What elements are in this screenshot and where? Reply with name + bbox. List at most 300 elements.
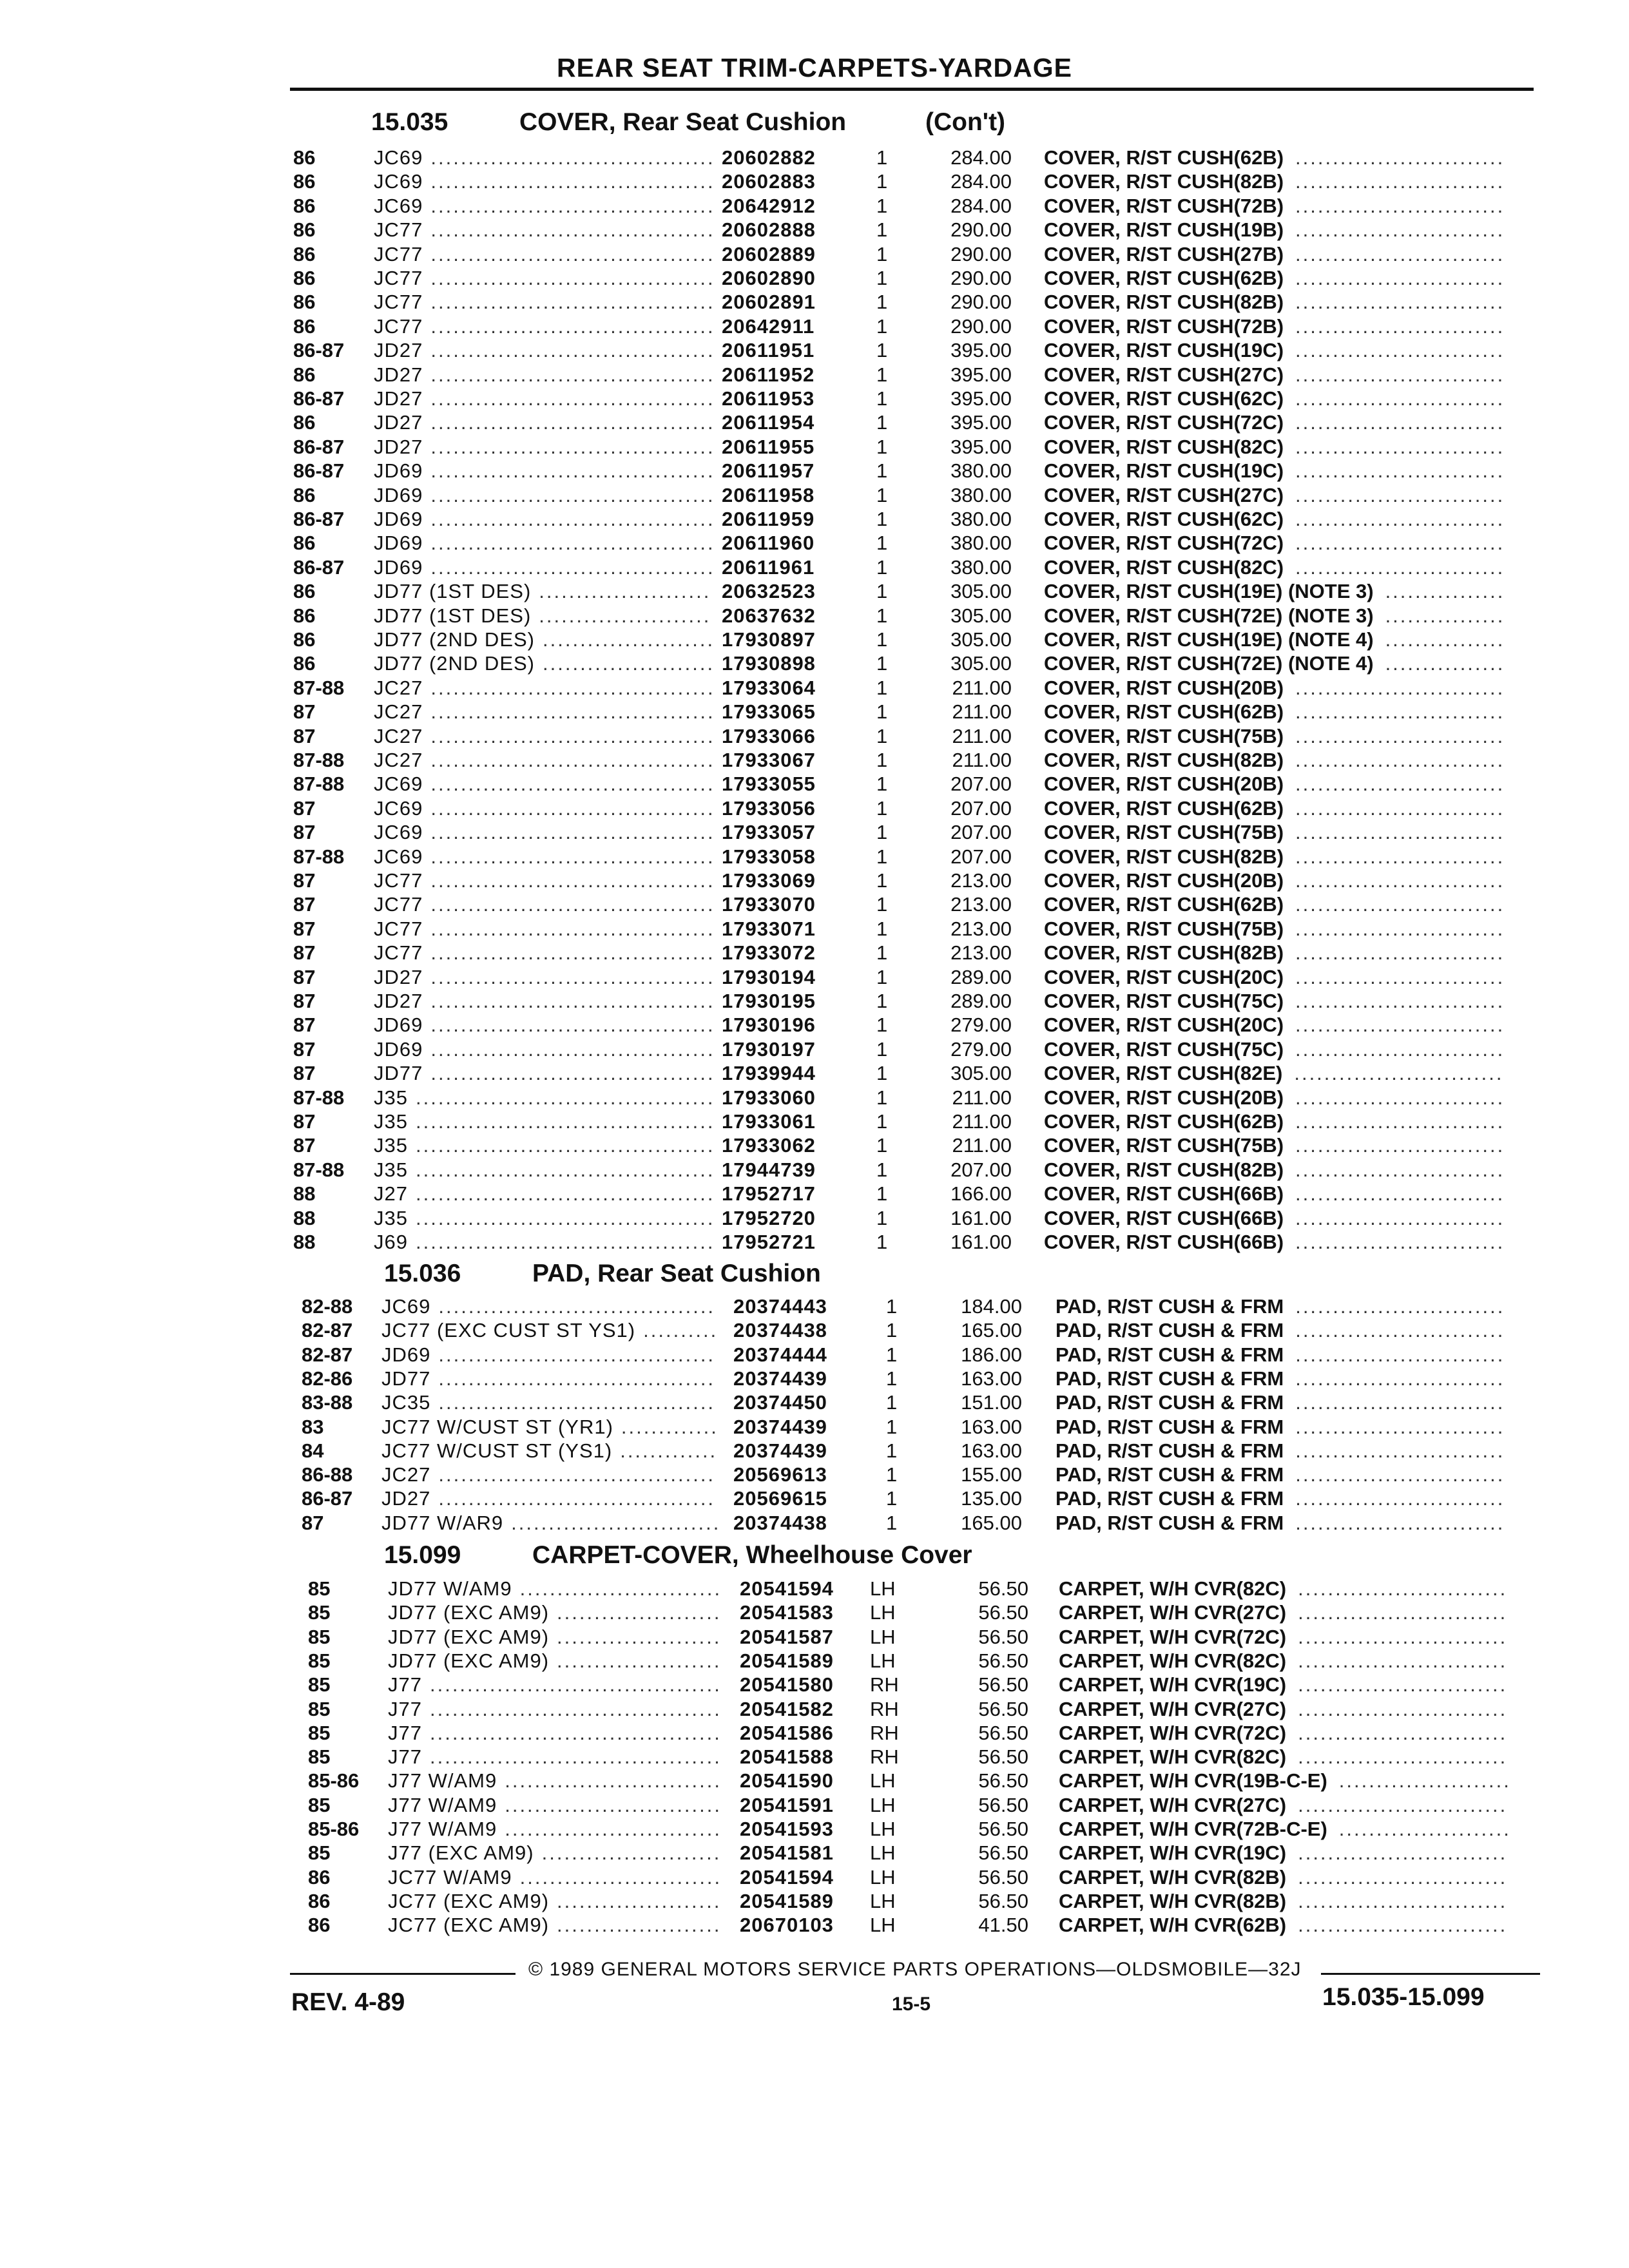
leader-dots: ..................................... <box>438 1391 716 1414</box>
leader-dots: ............................ <box>1295 677 1505 699</box>
leader-dots: ............................ <box>1295 821 1505 843</box>
body-style: JD77 (EXC AM9) <box>388 1649 550 1672</box>
leader-dots: ............................ <box>1295 339 1505 361</box>
part-number: 20611951 <box>722 339 815 361</box>
section-name: COVER, Rear Seat Cushion <box>519 108 847 136</box>
leader-dots: ............................ <box>1298 1841 1508 1864</box>
part-description: COVER, R/ST CUSH(72C) <box>1044 532 1284 554</box>
table-row <box>308 1625 1511 1649</box>
part-number: 20374438 <box>733 1512 827 1534</box>
part-number: 20602883 <box>722 170 816 193</box>
leader-dots: ............................ <box>1295 1086 1505 1109</box>
quantity: RH <box>870 1698 899 1720</box>
list-price: 279.00 <box>950 1014 1012 1036</box>
part-number: 17933065 <box>722 700 816 723</box>
model-year: 87 <box>293 797 316 820</box>
table-row <box>293 218 1511 242</box>
table-row <box>293 507 1511 531</box>
list-price: 163.00 <box>961 1439 1022 1462</box>
table-row <box>308 1793 1511 1817</box>
quantity: 1 <box>876 436 888 458</box>
leader-dots: ...................................... <box>430 459 715 482</box>
leader-dots: ............................ <box>1295 195 1505 217</box>
quantity: 1 <box>886 1487 898 1510</box>
part-number: 17933056 <box>722 797 816 820</box>
body-style: JC69 <box>374 821 423 843</box>
quantity: 1 <box>876 990 888 1012</box>
list-price: 305.00 <box>950 1062 1012 1084</box>
quantity: 1 <box>876 845 888 868</box>
leader-dots: ...................................... <box>430 387 715 410</box>
list-price: 207.00 <box>950 797 1012 820</box>
body-style: J35 <box>374 1158 408 1181</box>
model-year: 86 <box>293 411 316 434</box>
part-description: COVER, R/ST CUSH(19C) <box>1044 459 1284 482</box>
section-number: 15.035 <box>371 108 448 136</box>
list-price: 284.00 <box>950 170 1012 193</box>
body-style: JD69 <box>374 459 423 482</box>
quantity: 1 <box>876 363 888 386</box>
leader-dots: ............................ <box>1295 363 1505 386</box>
list-price: 284.00 <box>950 146 1012 169</box>
leader-dots: ...................................... <box>430 966 715 988</box>
leader-dots: ........................................ <box>415 1134 715 1157</box>
leader-dots: ............................ <box>1295 1231 1505 1253</box>
leader-dots: ...................................... <box>430 725 715 747</box>
part-description: CARPET, W/H CVR(27C) <box>1059 1601 1287 1624</box>
part-description: COVER, R/ST CUSH(66B) <box>1044 1231 1284 1253</box>
footer-rule-right <box>1321 1973 1540 1975</box>
body-style: JD77 W/AM9 <box>388 1577 512 1600</box>
list-price: 56.50 <box>978 1649 1028 1672</box>
part-description: COVER, R/ST CUSH(72C) <box>1044 411 1284 434</box>
table-row <box>293 845 1511 869</box>
model-year: 86-87 <box>293 459 345 482</box>
model-year: 87 <box>293 893 316 916</box>
leader-dots: ............................ <box>1295 1512 1505 1534</box>
list-price: 166.00 <box>950 1182 1012 1205</box>
body-style: JC27 <box>374 677 423 699</box>
leader-dots: ............................ <box>1295 170 1505 193</box>
leader-dots: ............................ <box>1295 1391 1505 1414</box>
part-number: 20670103 <box>740 1914 834 1936</box>
list-price: 213.00 <box>950 941 1012 964</box>
quantity: 1 <box>876 1231 888 1253</box>
body-style: JC27 <box>381 1463 431 1486</box>
leader-dots: ...................................... <box>430 218 715 241</box>
leader-dots: ............................ <box>1294 1062 1504 1084</box>
body-style: JD27 <box>374 387 423 410</box>
part-description: PAD, R/ST CUSH & FRM <box>1055 1343 1284 1366</box>
part-description: CARPET, W/H CVR(72C) <box>1059 1722 1287 1744</box>
part-description: CARPET, W/H CVR(82C) <box>1059 1577 1287 1600</box>
leader-dots: ............................ <box>1295 893 1505 916</box>
model-year: 86-87 <box>302 1487 353 1510</box>
part-description: PAD, R/ST CUSH & FRM <box>1055 1463 1284 1486</box>
part-description: CARPET, W/H CVR(19C) <box>1059 1673 1287 1696</box>
part-number: 17933069 <box>722 869 816 892</box>
part-number: 20374443 <box>733 1295 827 1318</box>
list-price: 56.50 <box>978 1818 1028 1840</box>
list-price: 41.50 <box>978 1914 1028 1936</box>
leader-dots: ...................................... <box>430 411 715 434</box>
part-description: COVER, R/ST CUSH(82B) <box>1044 170 1284 193</box>
part-number: 20602882 <box>722 146 816 169</box>
list-price: 284.00 <box>950 195 1012 217</box>
part-number: 20611954 <box>722 411 815 434</box>
leader-dots: ........................... <box>519 1577 722 1600</box>
part-number: 17933058 <box>722 845 816 868</box>
model-year: 87 <box>293 869 316 892</box>
model-year: 86 <box>293 195 316 217</box>
leader-dots: ...................................... <box>430 267 715 289</box>
table-row <box>308 1745 1511 1769</box>
quantity: 1 <box>876 1207 888 1229</box>
leader-dots: ...................................... <box>430 700 715 723</box>
model-year: 86 <box>308 1914 331 1936</box>
body-style: JC77 (EXC AM9) <box>388 1890 550 1912</box>
body-style: JC69 <box>381 1295 431 1318</box>
part-description: PAD, R/ST CUSH & FRM <box>1055 1367 1284 1390</box>
part-description: COVER, R/ST CUSH(82B) <box>1044 845 1284 868</box>
list-price: 165.00 <box>961 1512 1022 1534</box>
list-price: 56.50 <box>978 1722 1028 1744</box>
leader-dots: ............................ <box>1295 918 1505 940</box>
model-year: 87 <box>293 700 316 723</box>
model-year: 85 <box>308 1794 331 1816</box>
quantity: 1 <box>876 725 888 747</box>
model-year: 87 <box>293 1062 316 1084</box>
model-year: 87-88 <box>293 845 345 868</box>
model-year: 87 <box>293 821 316 843</box>
leader-dots: ...................................... <box>430 869 715 892</box>
model-year: 88 <box>293 1231 316 1253</box>
leader-dots: ............................ <box>1295 1207 1505 1229</box>
part-description: CARPET, W/H CVR(62B) <box>1059 1914 1287 1936</box>
part-description: COVER, R/ST CUSH(82B) <box>1044 291 1284 313</box>
body-style: JD77 (2ND DES) <box>374 628 535 651</box>
model-year: 82-88 <box>302 1295 353 1318</box>
table-row <box>293 1086 1511 1110</box>
quantity: 1 <box>876 749 888 771</box>
leader-dots: ............................ <box>1295 146 1505 169</box>
quantity: 1 <box>876 1086 888 1109</box>
model-year: 85 <box>308 1722 331 1744</box>
leader-dots: ........................................ <box>415 1182 715 1205</box>
quantity: LH <box>870 1626 896 1648</box>
leader-dots: ....................................... <box>429 1722 722 1744</box>
part-number: 17933061 <box>722 1110 816 1133</box>
leader-dots: ....................... <box>1338 1818 1511 1840</box>
part-number: 20541590 <box>740 1769 834 1792</box>
leader-dots: ...................................... <box>430 339 715 361</box>
section-heading <box>384 1541 1157 1571</box>
body-style: JC27 <box>374 749 423 771</box>
table-row <box>308 1673 1511 1696</box>
table-row <box>293 1110 1511 1133</box>
part-description: PAD, R/ST CUSH & FRM <box>1055 1391 1284 1414</box>
leader-dots: ............................ <box>1295 243 1505 265</box>
body-style: JD69 <box>374 508 423 530</box>
leader-dots: ............................ <box>1295 1295 1505 1318</box>
quantity: LH <box>870 1649 896 1672</box>
part-description: COVER, R/ST CUSH(75C) <box>1044 1038 1284 1061</box>
quantity: 1 <box>876 628 888 651</box>
part-number: 20374439 <box>733 1439 827 1462</box>
model-year: 86 <box>293 484 316 506</box>
quantity: 1 <box>876 411 888 434</box>
quantity: LH <box>870 1601 896 1624</box>
quantity: LH <box>870 1841 896 1864</box>
body-style: J35 <box>374 1207 408 1229</box>
table-row <box>308 1600 1511 1624</box>
list-price: 289.00 <box>950 990 1012 1012</box>
part-number: 17944739 <box>722 1158 816 1181</box>
table-row <box>308 1865 1511 1889</box>
body-style: J77 <box>388 1722 422 1744</box>
list-price: 56.50 <box>978 1577 1028 1600</box>
table-row <box>293 579 1511 603</box>
leader-dots: ............................ <box>1295 484 1505 506</box>
part-description: COVER, R/ST CUSH(20B) <box>1044 1086 1284 1109</box>
leader-dots: ..................................... <box>438 1487 716 1510</box>
part-number: 17933060 <box>722 1086 816 1109</box>
part-number: 20602889 <box>722 243 816 265</box>
leader-dots: ............................ <box>1295 1463 1505 1486</box>
list-price: 155.00 <box>961 1463 1022 1486</box>
body-style: JC77 (EXC AM9) <box>388 1914 550 1936</box>
table-row <box>293 459 1511 483</box>
model-year: 85-86 <box>308 1818 360 1840</box>
part-description: COVER, R/ST CUSH(19C) <box>1044 339 1284 361</box>
leader-dots: ...................................... <box>430 1062 715 1084</box>
model-year: 86-87 <box>293 387 345 410</box>
footer-rule-left <box>290 1973 516 1975</box>
table-row <box>293 965 1511 989</box>
quantity: 1 <box>876 1182 888 1205</box>
leader-dots: ...................................... <box>430 845 715 868</box>
body-style: JD69 <box>374 532 423 554</box>
quantity: 1 <box>876 315 888 338</box>
leader-dots: ............................ <box>1295 1343 1505 1366</box>
model-year: 85 <box>308 1577 331 1600</box>
section-number: 15.099 <box>384 1541 461 1569</box>
body-style: J77 (EXC AM9) <box>388 1841 534 1864</box>
model-year: 87 <box>293 1038 316 1061</box>
leader-dots: ............................ <box>1298 1722 1508 1744</box>
leader-dots: ....................... <box>543 628 715 651</box>
table-row <box>293 820 1511 844</box>
table-row <box>293 628 1511 651</box>
leader-dots: ...................................... <box>430 677 715 699</box>
part-number: 20541594 <box>740 1577 834 1600</box>
leader-dots: ...................................... <box>430 893 715 916</box>
quantity: 1 <box>876 869 888 892</box>
body-style: JD77 W/AR9 <box>381 1512 504 1534</box>
body-style: JC27 <box>374 700 423 723</box>
body-style: JC77 <box>374 291 423 313</box>
model-year: 86-87 <box>293 436 345 458</box>
list-price: 213.00 <box>950 918 1012 940</box>
model-year: 86 <box>293 628 316 651</box>
body-style: JD27 <box>374 411 423 434</box>
table-row <box>293 1230 1511 1254</box>
section-name: PAD, Rear Seat Cushion <box>532 1260 821 1287</box>
body-style: J69 <box>374 1231 408 1253</box>
part-description: CARPET, W/H CVR(72B-C-E) <box>1059 1818 1327 1840</box>
list-price: 56.50 <box>978 1794 1028 1816</box>
table-row <box>302 1390 1511 1414</box>
leader-dots: ............................ <box>1295 291 1505 313</box>
quantity: LH <box>870 1769 896 1792</box>
quantity: 1 <box>876 195 888 217</box>
continued-label: (Con't) <box>925 108 1006 136</box>
leader-dots: ............................ <box>1298 1626 1508 1648</box>
list-price: 395.00 <box>950 411 1012 434</box>
part-number: 17930196 <box>722 1014 816 1036</box>
list-price: 290.00 <box>950 243 1012 265</box>
list-price: 380.00 <box>950 484 1012 506</box>
revision-label: REV. 4-89 <box>291 1988 405 2016</box>
leader-dots: ........................................ <box>415 1158 715 1181</box>
model-year: 87 <box>293 725 316 747</box>
leader-dots: ...................... <box>557 1890 722 1912</box>
leader-dots: ................ <box>1385 652 1505 675</box>
quantity: 1 <box>876 966 888 988</box>
body-style: JC35 <box>381 1391 431 1414</box>
model-year: 87 <box>293 1110 316 1133</box>
part-number: 20541594 <box>740 1866 834 1888</box>
list-price: 56.50 <box>978 1841 1028 1864</box>
model-year: 87-88 <box>293 1086 345 1109</box>
part-number: 17933067 <box>722 749 816 771</box>
table-row <box>293 1206 1511 1230</box>
part-number: 20642912 <box>722 195 816 217</box>
leader-dots: ............................ <box>1295 1038 1505 1061</box>
part-number: 20602891 <box>722 291 816 313</box>
leader-dots: ............................ <box>511 1512 721 1534</box>
leader-dots: ............................ <box>1298 1745 1508 1768</box>
body-style: JC77 W/CUST ST (YR1) <box>381 1416 613 1438</box>
part-description: COVER, R/ST CUSH(62C) <box>1044 387 1284 410</box>
part-description: COVER, R/ST CUSH(82C) <box>1044 436 1284 458</box>
model-year: 83-88 <box>302 1391 353 1414</box>
leader-dots: ...................... <box>557 1649 722 1672</box>
leader-dots: ...................................... <box>430 749 715 771</box>
body-style: JC69 <box>374 773 423 795</box>
leader-dots: ............................ <box>1295 1014 1505 1036</box>
part-description: CARPET, W/H CVR(27C) <box>1059 1698 1287 1720</box>
leader-dots: ...................................... <box>430 941 715 964</box>
part-number: 20611953 <box>722 387 815 410</box>
table-row <box>308 1649 1511 1673</box>
quantity: LH <box>870 1914 896 1936</box>
list-price: 211.00 <box>952 700 1012 723</box>
page-number: 15-5 <box>892 1994 931 2015</box>
model-year: 85 <box>308 1649 331 1672</box>
quantity: 1 <box>876 146 888 169</box>
leader-dots: ...................... <box>557 1914 722 1936</box>
table-row <box>293 387 1511 410</box>
leader-dots: ............................ <box>1295 749 1505 771</box>
leader-dots: ....................... <box>539 604 711 627</box>
leader-dots: ............................ <box>1295 1158 1505 1181</box>
quantity: 1 <box>876 1110 888 1133</box>
body-style: JD69 <box>374 1014 423 1036</box>
model-year: 87-88 <box>293 1158 345 1181</box>
leader-dots: ...................................... <box>430 773 715 795</box>
part-number: 20374439 <box>733 1367 827 1390</box>
leader-dots: ...................................... <box>430 556 715 579</box>
leader-dots: ............................ <box>1295 941 1505 964</box>
table-row <box>293 989 1511 1013</box>
table-row <box>293 146 1511 169</box>
part-number: 20374444 <box>733 1343 827 1366</box>
list-price: 56.50 <box>978 1673 1028 1696</box>
table-row <box>293 604 1511 628</box>
body-style: JD27 <box>374 966 423 988</box>
leader-dots: ...................................... <box>430 508 715 530</box>
quantity: LH <box>870 1818 896 1840</box>
part-number: 17930898 <box>722 652 816 675</box>
table-row <box>293 772 1511 796</box>
part-number: 17933057 <box>722 821 816 843</box>
model-year: 86 <box>293 170 316 193</box>
leader-dots: ............................ <box>1298 1601 1508 1624</box>
quantity: RH <box>870 1722 899 1744</box>
model-year: 84 <box>302 1439 324 1462</box>
leader-dots: ............................ <box>1295 869 1505 892</box>
model-year: 87 <box>293 941 316 964</box>
leader-dots: ............................ <box>1295 845 1505 868</box>
table-row <box>293 531 1511 555</box>
list-price: 163.00 <box>961 1367 1022 1390</box>
part-number: 20374438 <box>733 1319 827 1341</box>
leader-dots: ..................................... <box>438 1295 716 1318</box>
table-row <box>308 1817 1511 1841</box>
model-year: 85 <box>308 1698 331 1720</box>
table-row <box>293 796 1511 820</box>
table-row <box>308 1769 1511 1792</box>
part-number: 20541589 <box>740 1649 834 1672</box>
quantity: 1 <box>876 243 888 265</box>
leader-dots: ................ <box>1385 580 1505 602</box>
body-style: JC69 <box>374 146 423 169</box>
body-style: J35 <box>374 1110 408 1133</box>
quantity: RH <box>870 1673 899 1696</box>
list-price: 279.00 <box>950 1038 1012 1061</box>
leader-dots: ............. <box>620 1439 718 1462</box>
part-number: 20611957 <box>722 459 815 482</box>
part-description: COVER, R/ST CUSH(19E) (NOTE 3) <box>1044 580 1374 602</box>
quantity: 1 <box>876 773 888 795</box>
list-price: 56.50 <box>978 1890 1028 1912</box>
table-row <box>293 917 1511 941</box>
model-year: 87 <box>293 918 316 940</box>
body-style: JD27 <box>374 339 423 361</box>
model-year: 85 <box>308 1745 331 1768</box>
part-description: COVER, R/ST CUSH(20B) <box>1044 869 1284 892</box>
table-row <box>293 169 1511 193</box>
part-description: COVER, R/ST CUSH(82B) <box>1044 749 1284 771</box>
table-row <box>293 1013 1511 1037</box>
list-price: 380.00 <box>950 556 1012 579</box>
list-price: 211.00 <box>952 725 1012 747</box>
leader-dots: ...................................... <box>430 170 715 193</box>
leader-dots: ...................................... <box>430 990 715 1012</box>
section-range: 15.035-15.099 <box>1322 1983 1485 2011</box>
part-description: COVER, R/ST CUSH(72B) <box>1044 315 1284 338</box>
